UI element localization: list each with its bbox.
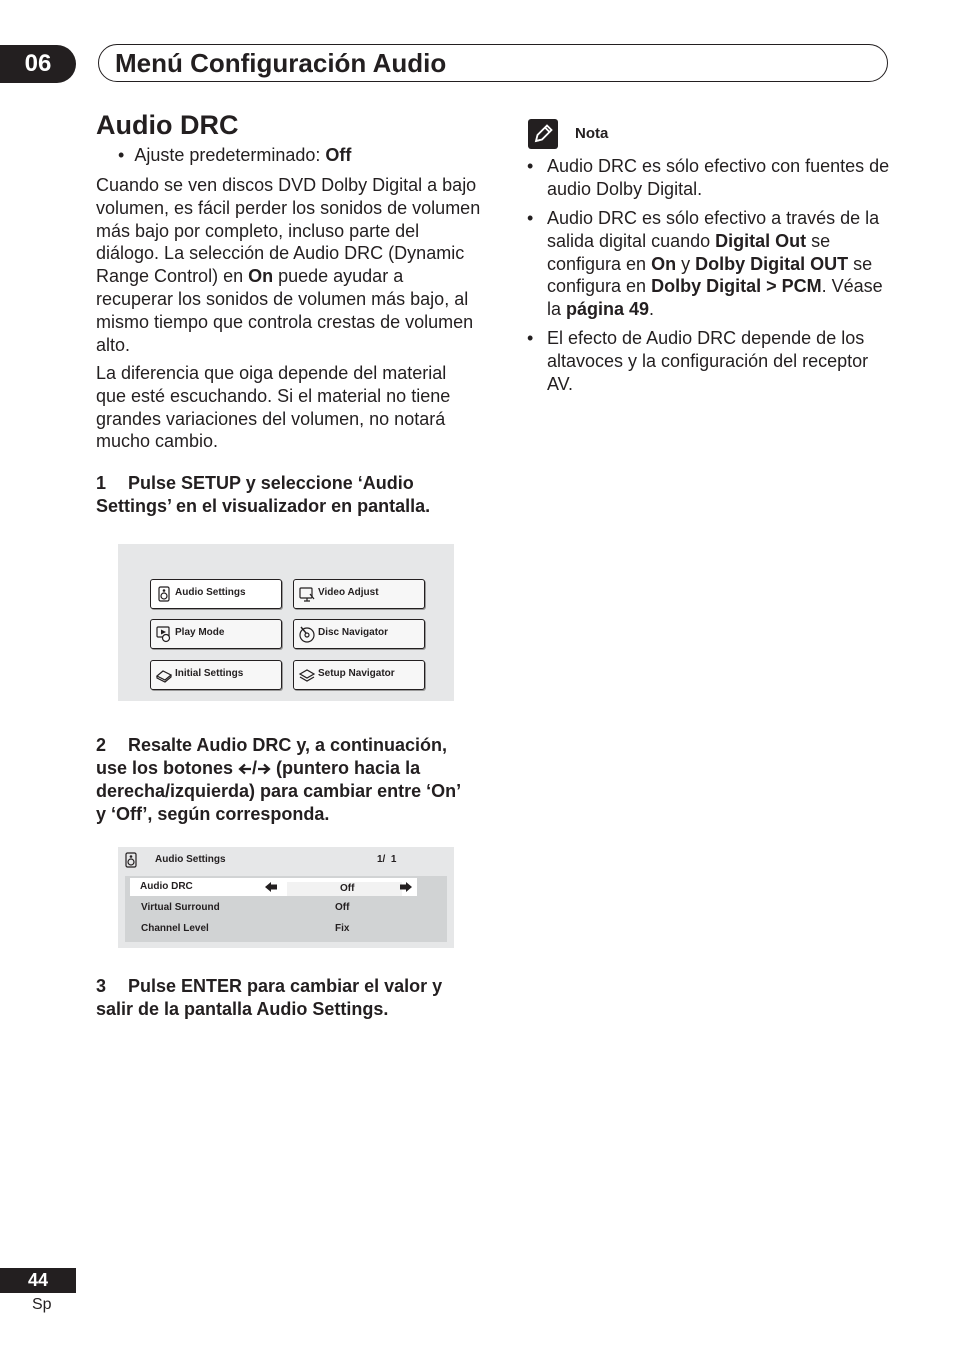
- row-label-virtual-surround[interactable]: Virtual Surround: [141, 902, 220, 913]
- menu-button-label: Initial Settings: [175, 668, 244, 679]
- speaker-icon: [155, 585, 173, 603]
- selected-row-highlight[interactable]: [130, 878, 417, 896]
- default-label: Ajuste predeterminado:: [134, 145, 326, 165]
- step-2: [96, 734, 466, 826]
- chapter-number: 06: [24, 50, 52, 77]
- bullet-dot: •: [118, 145, 135, 165]
- monitor-icon: [298, 585, 316, 603]
- settings-icon: [155, 666, 173, 684]
- step-2-text-b: (puntero hacia la derecha/izquierda) para cambiar entre ‘On’ y ‘Off’, según corresponda.: [96, 758, 461, 824]
- page-number: 44: [27, 1270, 49, 1290]
- audio-settings-screen: [118, 847, 454, 948]
- menu-button-label: Audio Settings: [175, 587, 246, 598]
- language-code: Sp: [32, 1296, 52, 1313]
- menu-button-label: Disc Navigator: [318, 627, 389, 638]
- play-mode-icon: [155, 625, 173, 643]
- chapter-number-tab: [0, 45, 76, 83]
- value-box: [287, 882, 402, 896]
- step-1-number: 1: [96, 473, 107, 493]
- speaker-icon: [122, 851, 140, 869]
- step-2-number: 2: [96, 735, 107, 755]
- arrow-left-icon[interactable]: [264, 881, 278, 893]
- page-number-box: [0, 1268, 76, 1293]
- intro-bold-on: On: [248, 266, 274, 287]
- note-bullet-3: • El efecto de Audio DRC depende de los altavoces y la configuración del receptor AV.: [527, 327, 892, 395]
- disc-icon: [298, 625, 316, 643]
- menu-button-label: Setup Navigator: [318, 668, 395, 679]
- intro-text-2: puede ayudar a recuperar los sonidos de volumen más bajo, al mismo tiempo que controla crestas de volumen alto.: [96, 266, 474, 355]
- note-bullet-1: • Audio DRC es sólo efectivo con fuentes de audio Dolby Digital.: [527, 155, 892, 201]
- row-label-channel-level[interactable]: Channel Level: [141, 923, 209, 934]
- step-1-text: Pulse SETUP y seleccione ‘Audio Settings’ en el visualizador en pantalla.: [96, 473, 431, 516]
- step-3-text: Pulse ENTER para cambiar el valor y salir de la pantalla Audio Settings.: [96, 976, 443, 1019]
- arrow-right-icon[interactable]: [399, 881, 413, 893]
- note-bullet-3-text: El efecto de Audio DRC depende de los altavoces y la configuración del receptor AV.: [547, 328, 869, 394]
- note-icon: [528, 119, 558, 149]
- menu-button-video-adjust[interactable]: [293, 579, 425, 609]
- menu-button-initial-settings[interactable]: [150, 660, 282, 690]
- section-title: Audio DRC: [96, 110, 239, 140]
- setup-menu-screen: [118, 544, 454, 701]
- page-indicator: 1/ 1: [377, 854, 397, 865]
- difference-paragraph: La diferencia que oiga depende del material que esté escuchando. Si el material no tiene grandes variaciones del volumen, no notará mucho cambio.: [96, 363, 451, 452]
- note-label: Nota: [575, 125, 609, 142]
- chapter-title-box: [98, 44, 888, 82]
- chapter-title: Menú Configuración Audio: [115, 48, 447, 78]
- row-value-channel-level: Fix: [335, 923, 350, 934]
- step-2-arrow-separator: /: [252, 758, 258, 778]
- menu-button-audio-settings[interactable]: [150, 579, 282, 609]
- intro-paragraph: [96, 174, 481, 356]
- menu-button-label: Video Adjust: [318, 587, 379, 598]
- arrow-left-icon: [238, 763, 252, 775]
- settings-list: [125, 876, 447, 942]
- screen-title: Audio Settings: [155, 854, 226, 865]
- row-value-virtual-surround: Off: [335, 902, 350, 913]
- step-2-text-a: Resalte Audio DRC y, a continuación, use los botones: [96, 735, 448, 778]
- step-3-number: 3: [96, 976, 107, 996]
- default-setting-line: [118, 144, 351, 167]
- menu-button-setup-navigator[interactable]: [293, 660, 425, 690]
- row-value-audio-drc: Off: [340, 883, 355, 894]
- note-bullet-2: • Audio DRC es sólo efectivo a través de la salida digital cuando Digital Out se configura en On y Dolby Digital OUT se configura en Dolby Digital > PCM. Véase la página 49.: [527, 207, 892, 321]
- arrow-right-icon: [257, 763, 271, 775]
- row-label-audio-drc: Audio DRC: [140, 881, 193, 892]
- menu-button-play-mode[interactable]: [150, 619, 282, 649]
- menu-button-disc-navigator[interactable]: [293, 619, 425, 649]
- default-value: Off: [325, 145, 352, 165]
- step-3: [96, 975, 466, 1021]
- intro-text-1: Cuando se ven discos DVD Dolby Digital a bajo volumen, es fácil perder los sonidos de volumen más bajo por completo, incluso parte del diálogo. La selección de Audio DRC (Dynamic Range Control) en: [96, 175, 481, 287]
- note-bullet-2-text: Audio DRC es sólo efectivo a través de la salida digital cuando Digital Out se configura en On y Dolby Digital OUT se configura en Dolby Digital > PCM. Véase la página 49.: [547, 208, 883, 320]
- step-1: [96, 472, 466, 518]
- navigator-icon: [298, 666, 316, 684]
- menu-button-label: Play Mode: [175, 627, 225, 638]
- note-bullet-1-text: Audio DRC es sólo efectivo con fuentes de audio Dolby Digital.: [547, 156, 890, 199]
